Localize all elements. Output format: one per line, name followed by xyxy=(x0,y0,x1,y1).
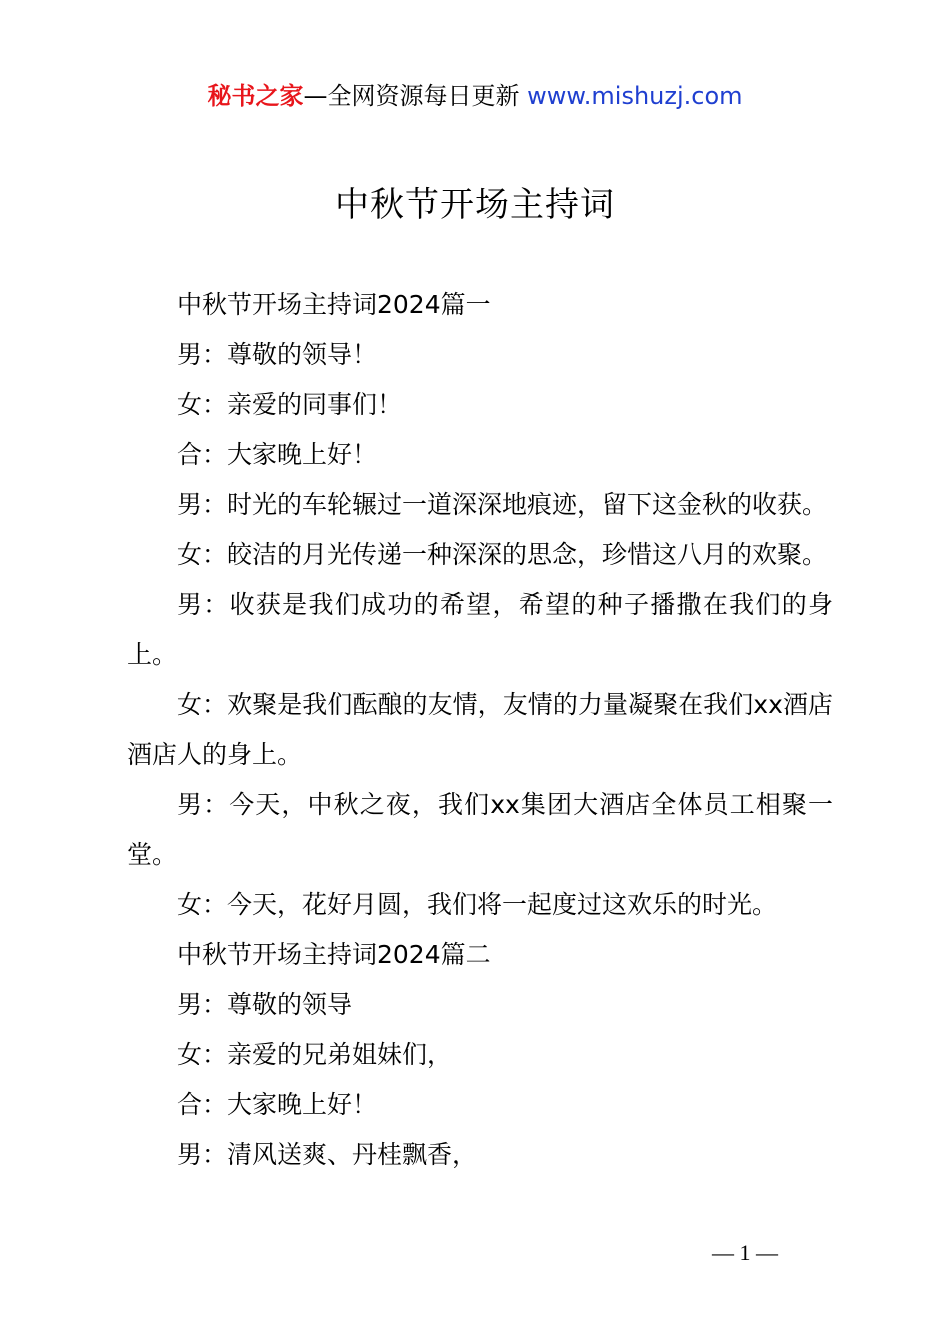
paragraph: 男：清风送爽、丹桂飘香， xyxy=(177,1140,478,1169)
paragraph: 中秋节开场主持词2024篇一 xyxy=(177,290,491,319)
document-title: 中秋节开场主持词 xyxy=(335,185,615,225)
paragraph: 男：尊敬的领导 xyxy=(177,990,353,1019)
paragraph: 女：今天，花好月圆，我们将一起度过这欢乐的时光。 xyxy=(177,890,778,919)
site-url[interactable]: www.mishuzj.com xyxy=(527,82,743,110)
paragraph: 女：欢聚是我们酝酿的友情，友情的力量凝聚在我们xx酒店酒店人的身上。 xyxy=(127,690,833,769)
site-tagline: —全网资源每日更新 xyxy=(303,82,528,110)
site-brand: 秘书之家 xyxy=(207,82,304,110)
page-number: — 1 — xyxy=(712,1240,778,1265)
paragraph: 合：大家晚上好！ xyxy=(177,440,378,469)
paragraph: 女：亲爱的同事们！ xyxy=(177,390,403,419)
paragraph: 男：尊敬的领导！ xyxy=(177,340,378,369)
paragraph: 女：亲爱的兄弟姐妹们， xyxy=(177,1040,453,1069)
paragraph: 中秋节开场主持词2024篇二 xyxy=(177,940,491,969)
paragraph: 男：时光的车轮辗过一道深深地痕迹，留下这金秋的收获。 xyxy=(177,490,828,519)
paragraph: 女：皎洁的月光传递一种深深的思念，珍惜这八月的欢聚。 xyxy=(177,540,828,569)
paragraph: 男：今天，中秋之夜，我们xx集团大酒店全体员工相聚一堂。 xyxy=(127,790,833,869)
site-header xyxy=(0,78,950,114)
document-body xyxy=(127,280,833,1180)
paragraph: 男：收获是我们成功的希望，希望的种子播撒在我们的身上。 xyxy=(127,590,833,669)
paragraph: 合：大家晚上好！ xyxy=(177,1090,378,1119)
